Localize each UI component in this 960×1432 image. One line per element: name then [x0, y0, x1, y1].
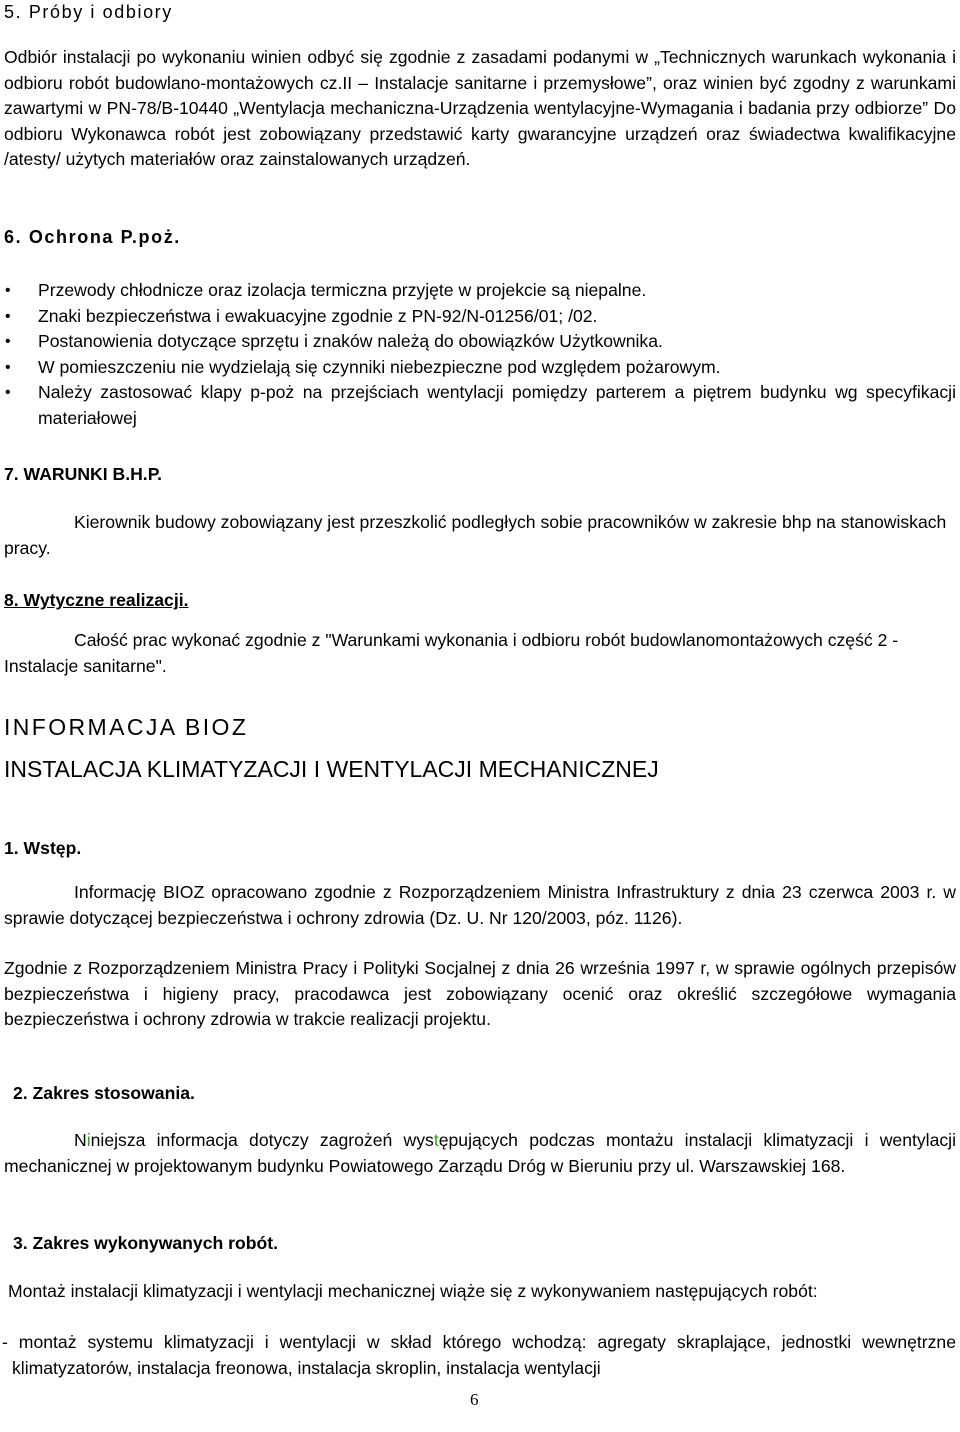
list-item: • Znaki bezpieczeństwa i ewakuacyjne zgodnie z PN-92/N-01256/01; /02. [4, 304, 956, 330]
section-7-heading: 7. WARUNKI B.H.P. [4, 464, 163, 484]
bioz-3-heading: 3. Zakres wykonywanych robót. [13, 1233, 278, 1253]
section-5-heading: 5. Próby i odbiory [4, 2, 173, 22]
bioz-subtitle: INSTALACJA KLIMATYZACJI I WENTYLACJI MECHANICZNEJ [4, 756, 659, 782]
text-run: N [74, 1130, 87, 1150]
list-item: • Postanowienia dotyczące sprzętu i znaków należą do obowiązków Użytkownika. [4, 329, 956, 355]
bioz-2-heading: 2. Zakres stosowania. [13, 1083, 195, 1103]
section-5-paragraph: Odbiór instalacji po wykonaniu winien odbyć się zgodnie z zasadami podanymi w „Technicznych warunkach wykonania i odbioru robót budowlano-montażowych cz.II – Instalacje sanitarne i przemysłowe”, oraz winien być zgodny z warunkami zawartymi w PN-78/B-10440 „Wentylacja mechaniczna-Urządzenia wentylacyjne-Wymagania i badania przy odbiorze” Do odbioru Wykonawca robót jest zobowiązany przedstawić karty gwarancyjne urządzeń oraz świadectwa kwalifikacyjne /atesty/ użytych materiałów oraz zainstalowanych urządzeń. [4, 47, 956, 169]
bioz-1-heading: 1. Wstęp. [4, 838, 82, 858]
text-run: t [433, 1130, 439, 1150]
bioz-1-paragraph-1: Informację BIOZ opracowano zgodnie z Rozporządzeniem Ministra Infrastruktury z dnia 23 czerwca 2003 r. w sprawie dotyczącej bezpieczeństwa i ochrony zdrowia (Dz. U. Nr 120/2003, póz. 1126). [4, 882, 956, 928]
section-7-paragraph: Kierownik budowy zobowiązany jest przeszkolić podległych sobie pracowników w zakresie bhp na stanowiskach pracy. [4, 512, 947, 558]
section-6-heading: 6. Ochrona P.poż. [4, 227, 181, 247]
bioz-2-paragraph [4, 1128, 956, 1179]
bioz-title: INFORMACJA BIOZ [4, 714, 249, 740]
text-run: i [86, 1130, 91, 1150]
bioz-3-paragraph: Montaż instalacji klimatyzacji i wentylacji mechanicznej wiąże się z wykonywaniem następujących robót: [8, 1281, 818, 1301]
page-number: 6 [470, 1390, 479, 1409]
section-8-heading: 8. Wytyczne realizacji. [4, 590, 189, 610]
bioz-1-paragraph-2: Zgodnie z Rozporządzeniem Ministra Pracy i Polityki Socjalnej z dnia 26 września 1997 r, w sprawie ogólnych przepisów bezpieczeństwa i higieny pracy, pracodawca jest zobowiązany ocenić oraz określić szczegółowe wymagania bezpieczeństwa i ochrony zdrowia w trakcie realizacji projektu. [4, 958, 956, 1029]
bioz-3-item: - montaż systemu klimatyzacji i wentylacji w skład którego wchodzą: agregaty skraplające, jednostki wewnętrzne klimatyzatorów, instalacja freonowa, instalacja skroplin, instalacja wentylacji [2, 1332, 956, 1378]
list-item: • W pomieszczeniu nie wydzielają się czynniki niebezpieczne pod względem pożarowym. [4, 355, 956, 381]
text-run: ępujących podczas montażu instalacji klimatyzacji i wentylacji mechanicznej w projektowanym budynku Powiatowego Zarządu Dróg w Bieruniu przy ul. Warszawskiej 168. [4, 1130, 956, 1176]
list-item: • Przewody chłodnicze oraz izolacja termiczna przyjęte w projekcie są niepalne. [4, 278, 956, 304]
fire-protection-list [4, 278, 956, 431]
text-run: niejsza informacja dotyczy zagrożeń wys [90, 1130, 434, 1150]
section-8-paragraph: Całość prac wykonać zgodnie z "Warunkami wykonania i odbioru robót budowlanomontażowych część 2 - Instalacje sanitarne". [4, 630, 899, 676]
list-item: • Należy zastosować klapy p-poż na przejściach wentylacji pomiędzy parterem a piętrem budynku wg specyfikacji materiałowej [4, 380, 956, 431]
